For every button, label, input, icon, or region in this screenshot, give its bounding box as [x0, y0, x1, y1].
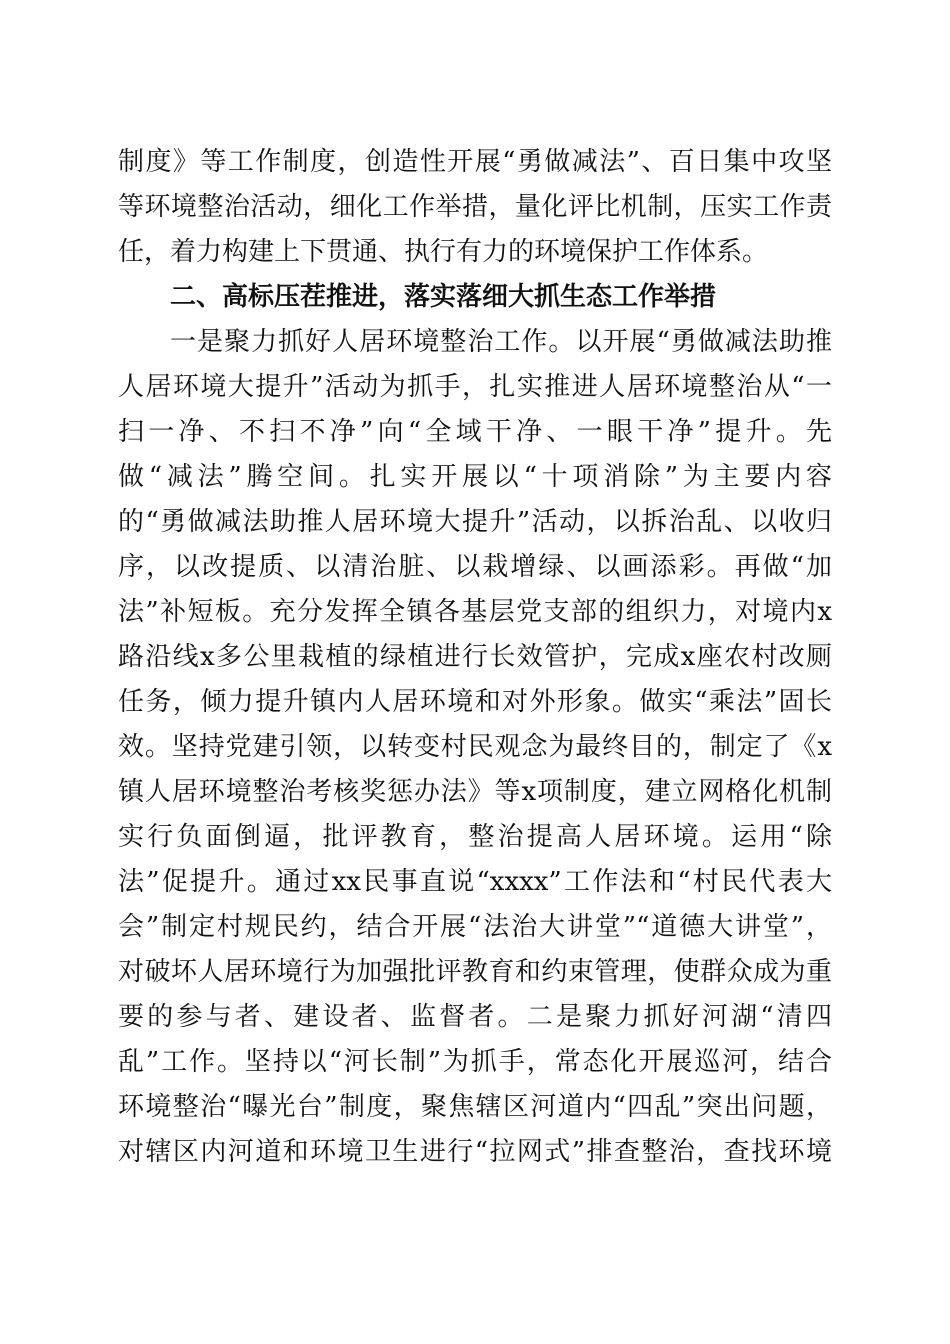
paragraph-line: 会”制定村规民约，结合开展“法治大讲堂”“道德大讲堂”，	[118, 912, 832, 942]
paragraph-line: 环境整治“曝光台”制度，聚焦辖区河道内“四乱”突出问题，	[118, 1092, 832, 1122]
paragraph-line: 路沿线x多公里栽植的绿植进行长效管护，完成x座农村改厕	[118, 642, 832, 672]
paragraph-line: 要的参与者、建设者、监督者。二是聚力抓好河湖“清四	[118, 1002, 832, 1032]
paragraph-line: 扫一净、不扫不净”向“全域干净、一眼干净”提升。先	[118, 417, 832, 447]
paragraph-line: 制度》等工作制度，创造性开展“勇做减法”、百日集中攻坚	[118, 147, 832, 177]
paragraph-line: 人居环境大提升”活动为抓手，扎实推进人居环境整治从“一	[118, 372, 832, 402]
paragraph-line: 效。坚持党建引领，以转变村民观念为最终目的，制定了《x	[118, 732, 832, 762]
paragraph-line: 乱”工作。坚持以“河长制”为抓手，常态化开展巡河，结合	[118, 1047, 832, 1077]
paragraph-line: 等环境整治活动，细化工作举措，量化评比机制，压实工作责	[118, 192, 832, 222]
section-heading: 二、高标压茬推进，落实落细大抓生态工作举措	[170, 282, 717, 312]
paragraph-line: 对辖区内河道和环境卫生进行“拉网式”排查整治，查找环境	[118, 1137, 832, 1167]
paragraph-line: 对破坏人居环境行为加强批评教育和约束管理，使群众成为重	[118, 957, 832, 987]
paragraph-line: 一是聚力抓好人居环境整治工作。以开展“勇做减法助推	[170, 327, 832, 357]
paragraph-line: 任，着力构建上下贯通、执行有力的环境保护工作体系。	[118, 237, 769, 267]
paragraph-line: 序，以改提质、以清治脏、以栽增绿、以画添彩。再做“加	[118, 552, 832, 582]
paragraph-line: 法”促提升。通过xx民事直说“xxxx”工作法和“村民代表大	[118, 867, 832, 897]
paragraph-line: 实行负面倒逼，批评教育，整治提高人居环境。运用“除	[118, 822, 832, 852]
paragraph-line: 任务，倾力提升镇内人居环境和对外形象。做实“乘法”固长	[118, 687, 832, 717]
paragraph-line: 做“减法”腾空间。扎实开展以“十项消除”为主要内容	[118, 462, 832, 492]
paragraph-line: 法”补短板。充分发挥全镇各基层党支部的组织力，对境内x	[118, 597, 832, 627]
paragraph-line: 镇人居环境整治考核奖惩办法》等x项制度，建立网格化机制	[118, 777, 832, 807]
paragraph-line: 的“勇做减法助推人居环境大提升”活动，以拆治乱、以收归	[118, 507, 832, 537]
